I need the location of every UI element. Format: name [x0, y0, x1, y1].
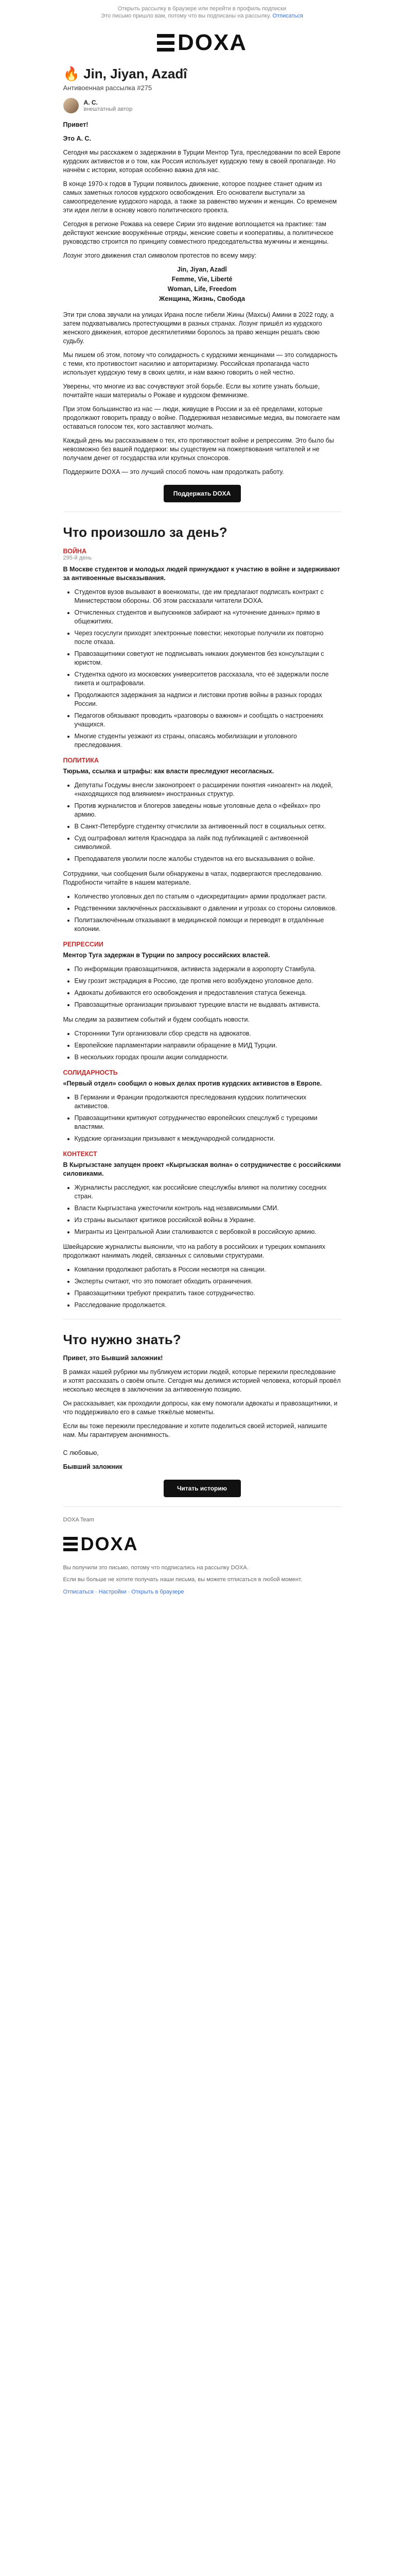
- avatar: [63, 98, 79, 113]
- list-item: • Отчисленных студентов и выпускников забирают на «уточнение данных» прямо в общежитиях.: [75, 608, 341, 626]
- author-role: внештатный автор: [83, 106, 133, 112]
- section-paragraph: В рамках нашей рубрики мы публикуем истории людей, которые пережили преследование и хотят рассказать о своём опыте. Сегодня мы делимся историей человека, который провёл несколько месяцев в заключении за антивоенную позицию.: [63, 1368, 341, 1393]
- list-item: • Многие студенты уезжают из страны, опасаясь мобилизации и уголовного преследования.: [75, 732, 341, 750]
- section-lead: Тюрьма, ссылка и штрафы: как власти преследуют несогласных.: [63, 768, 274, 775]
- list-item: • Власти Кыргызстана ужесточили контроль над независимыми СМИ.: [75, 1204, 341, 1213]
- body-paragraph: При этом большинство из нас — люди, живущие в России и за её пределами, которые продолжают говорить правду о войне. Поддерживая независимые медиа, вы помогаете нам оставаться голосом тех, кого заставляют молчать.: [63, 405, 340, 430]
- list-item: • Эксперты считают, что это помогает обходить ограничения.: [75, 1277, 341, 1286]
- body-paragraph: Мы пишем об этом, потому что солидарность с курдскими женщинами — это солидарность с теми, кто противостоит насилию и авторитаризму. Российская пропаганда часто использует курдскую тему в своих целях, и нам важно говорить о ней честно.: [63, 351, 338, 376]
- author-name: А. С.: [83, 99, 98, 106]
- signature: [63, 1449, 341, 1471]
- read-story-button[interactable]: Читать историю: [164, 1480, 241, 1497]
- news-list: [75, 892, 341, 934]
- intro-paragraph: Лозунг этого движения стал символом протестов по всему миру:: [63, 252, 257, 259]
- section-paragraph: Мы следим за развитием событий и будем сообщать новости.: [63, 1016, 250, 1023]
- news-list: [75, 781, 341, 863]
- logo-text: DOXA: [177, 30, 248, 55]
- unsubscribe-link[interactable]: Отписаться: [272, 13, 303, 19]
- list-item: • Преподавателя уволили после жалобы студентов на его высказывания о войне.: [75, 855, 341, 863]
- list-item: • Суд оштрафовал жителя Краснодара за лайк под публикацией с антивоенной символикой.: [75, 834, 341, 852]
- list-item: • Продолжаются задержания за надписи и листовки против войны в разных городах России.: [75, 691, 341, 708]
- logo-bars-icon: [63, 1537, 78, 1551]
- main-content: [63, 66, 341, 1595]
- news-list: [75, 1093, 341, 1143]
- footer-links[interactable]: Отписаться · Настройки · Открыть в браузере: [63, 1589, 184, 1595]
- intro-sign: Это А. С.: [63, 135, 91, 142]
- list-item: • Правозащитники критикуют сотрудничество европейских спецслужб с турецкими властями.: [75, 1114, 341, 1131]
- signature-name: Бывший заложник: [63, 1463, 122, 1470]
- list-item: • Родственники заключённых рассказывают о давлении и угрозах со стороны силовиков.: [75, 904, 341, 913]
- list-item: • В нескольких городах прошли акции солидарности.: [75, 1053, 341, 1062]
- list-item: • Студентов вузов вызывают в военкоматы, где им предлагают подписать контракт с Министерством обороны. Об этом рассказали читатели DOXA.: [75, 588, 341, 605]
- news-list: [75, 1183, 341, 1236]
- section-head-repression: РЕПРЕССИИ: [63, 941, 103, 948]
- section-head-solidarity: СОЛИДАРНОСТЬ: [63, 1069, 118, 1076]
- section-head-context: КОНТЕКСТ: [63, 1150, 97, 1158]
- list-item: • Ему грозит экстрадиция в Россию, где против него возбуждено уголовное дело.: [75, 977, 341, 986]
- list-item: • Курдские организации призывают к международной солидарности.: [75, 1134, 341, 1143]
- issue-subtitle: Антивоенная рассылка #275: [63, 84, 152, 92]
- body-paragraph: Поддержите DOXA — это лучший способ помочь нам продолжать работу.: [63, 468, 284, 476]
- support-button[interactable]: Поддержать DOXA: [164, 485, 241, 502]
- list-item: • Правозащитники советуют не подписывать никаких документов без консультации с юристом.: [75, 650, 341, 667]
- list-item: • В Санкт-Петербурге студентку отчислили за антивоенный пост в социальных сетях.: [75, 822, 341, 831]
- news-list: [75, 1265, 341, 1310]
- list-item: • По информации правозащитников, активиста задержали в аэропорту Стамбула.: [75, 965, 341, 974]
- logo-bars-icon: [157, 34, 174, 52]
- slogan-line: Woman, Life, Freedom: [167, 285, 237, 293]
- intro-greeting: Привет!: [63, 121, 89, 128]
- footer-logo: [63, 1533, 341, 1555]
- body-paragraph: Эти три слова звучали на улицах Ирана после гибели Жины (Махсы) Амини в 2022 году, а затем подхватывались протестующими в разных странах. Лозунг пришёл из курдского женского движения, которое десятилетиями боролось за право женщин решать свою судьбу.: [63, 311, 334, 345]
- list-item: • Из страны высылают критиков российской войны в Украине.: [75, 1216, 341, 1225]
- slogan-block: [63, 265, 341, 303]
- list-item: • Компании продолжают работать в России несмотря на санкции.: [75, 1265, 341, 1274]
- section-kicker: ВОЙНА: [63, 548, 86, 555]
- section-lead: «Первый отдел» сообщил о новых делах против курдских активистов в Европе.: [63, 1080, 322, 1087]
- list-item: • Сторонники Туги организовали сбор средств на адвокатов.: [75, 1029, 341, 1038]
- list-item: • Правозащитники требуют прекратить такое сотрудничество.: [75, 1289, 341, 1298]
- news-list: [75, 965, 341, 1009]
- section-title-what-to-know: Что нужно знать?: [63, 1332, 181, 1347]
- top-notice-line1[interactable]: Открыть рассылку в браузере или перейти в профиль подписки: [117, 6, 287, 12]
- list-item: • Мигранты из Центральной Азии сталкиваются с вербовкой в российскую армию.: [75, 1228, 341, 1236]
- list-item: • Через госуслуги приходят электронные повестки; некоторые получили их повторно после отказа.: [75, 629, 341, 647]
- slogan-line: Женщина, Жизнь, Свобода: [159, 295, 245, 302]
- list-item: • Адвокаты добиваются его освобождения и предоставления статуса беженца.: [75, 989, 341, 997]
- list-item: • Журналисты расследуют, как российские спецслужбы влияют на политику соседних стран.: [75, 1183, 341, 1201]
- top-notice: [0, 0, 404, 20]
- footer-team: DOXA Team: [63, 1517, 94, 1523]
- list-item: • Европейские парламентарии направили обращение в МИД Турции.: [75, 1041, 341, 1050]
- section-lead: В Москве студентов и молодых людей принуждают к участию в войне и задерживают за антивоенные высказывания.: [63, 566, 340, 582]
- intro-paragraph: Сегодня в регионе Рожава на севере Сирии это видение воплощается на практике: там действуют женские вооружённые отряды, женские советы и кооперативы, а политическое руководство строится по принципу совместного председательства мужчины и женщины.: [63, 221, 333, 245]
- footer-text: Если вы больше не хотите получать наши письма, вы можете отписаться в любой момент.: [63, 1577, 302, 1583]
- header-logo: [0, 30, 404, 56]
- list-item: • Против журналистов и блогеров заведены новые уголовные дела о «фейках» про армию.: [75, 802, 341, 819]
- section-paragraph: Швейцарские журналисты выяснили, что на работу в российских и турецких компаниях продолжают нанимать людей, связанных с силовыми структурами.: [63, 1243, 325, 1259]
- section-paragraph: Он рассказывает, как проходили допросы, как ему помогали адвокаты и правозащитники, и что поддерживало его в самые тяжёлые моменты.: [63, 1400, 338, 1416]
- issue-title: 🔥 Jin, Jiyan, Azadî: [63, 66, 187, 81]
- section-title-what-happened: Что произошло за день?: [63, 524, 227, 540]
- slogan-line: Femme, Vie, Liberté: [171, 276, 233, 283]
- list-item: • В Германии и Франции продолжаются преследования курдских политических активистов.: [75, 1093, 341, 1111]
- list-item: • Правозащитные организации призывают турецкие власти не выдавать активиста.: [75, 1001, 341, 1009]
- author-block: [63, 98, 341, 113]
- body-paragraph: Каждый день мы рассказываем о тех, кто противостоит войне и репрессиям. Это было бы невозможно без вашей поддержки: мы существуем на пожертвования читателей и не получаем денег от государства или крупных спонсоров.: [63, 437, 334, 462]
- news-list: [75, 588, 341, 750]
- list-item: • Студентка одного из московских университетов рассказала, что её задержали после пикета и оштрафовали.: [75, 670, 341, 688]
- top-notice-line2: Это письмо пришло вам, потому что вы подписаны на рассылку.: [101, 13, 271, 19]
- section-paragraph: Сотрудники, чьи сообщения были обнаружены в чатах, подвергаются преследованию. Подробности читайте в нашем материале.: [63, 870, 323, 886]
- section-paragraph: Если вы тоже пережили преследование и хотите поделиться своей историей, напишите нам. Мы гарантируем анонимность.: [63, 1422, 327, 1438]
- intro-paragraph: В конце 1970-х годов в Турции появилось движение, которое позднее станет одним из самых заметных голосов курдского освобождения. Его основатели выступали за самоопределение курдского народа, а также за равенство мужчин и женщин. Со временем эти идеи легли в основу нового политического проекта.: [63, 180, 337, 214]
- footer-text: Вы получили это письмо, потому что подписались на рассылку DOXA.: [63, 1565, 249, 1571]
- signature-line: С любовью,: [63, 1449, 99, 1456]
- news-list: [75, 1029, 341, 1062]
- logo-text: DOXA: [80, 1533, 138, 1554]
- divider: [63, 1506, 341, 1507]
- list-item: • Депутаты Госдумы внесли законопроект о расширении понятия «иноагент» на людей, «находящихся под влиянием» иностранных структур.: [75, 781, 341, 799]
- intro-paragraph: Сегодня мы расскажем о задержании в Турции Ментор Туга, преследовании по всей Европе курдских активистов и о том, как Россия использует курдскую тему в своей пропаганде. Но начнём с истории, которая особенно важна для нас.: [63, 149, 341, 174]
- section-lead: Ментор Туга задержан в Турции по запросу российских властей.: [63, 952, 270, 959]
- section-lead: Привет, это Бывший заложник!: [63, 1354, 163, 1362]
- section-date: 295-й день: [63, 555, 92, 561]
- list-item: • Количество уголовных дел по статьям о «дискредитации» армии продолжает расти.: [75, 892, 341, 901]
- list-item: • Педагогов обязывают проводить «разговоры о важном» и сообщать о настроениях учащихся.: [75, 711, 341, 729]
- slogan-line: Jin, Jiyan, Azadî: [177, 266, 227, 273]
- section-lead: В Кыргызстане запущен проект «Кыргызская волна» о сотрудничестве с российскими силовиками.: [63, 1161, 341, 1177]
- list-item: • Политзаключённым отказывают в медицинской помощи и переводят в отдалённые колонии.: [75, 916, 341, 934]
- section-head-politics: ПОЛИТИКА: [63, 757, 99, 764]
- body-paragraph: Уверены, что многие из вас сочувствуют этой борьбе. Если вы хотите узнать больше, почитайте наши материалы о Рожаве и курдском феминизме.: [63, 383, 320, 399]
- list-item: • Расследование продолжается.: [75, 1301, 341, 1310]
